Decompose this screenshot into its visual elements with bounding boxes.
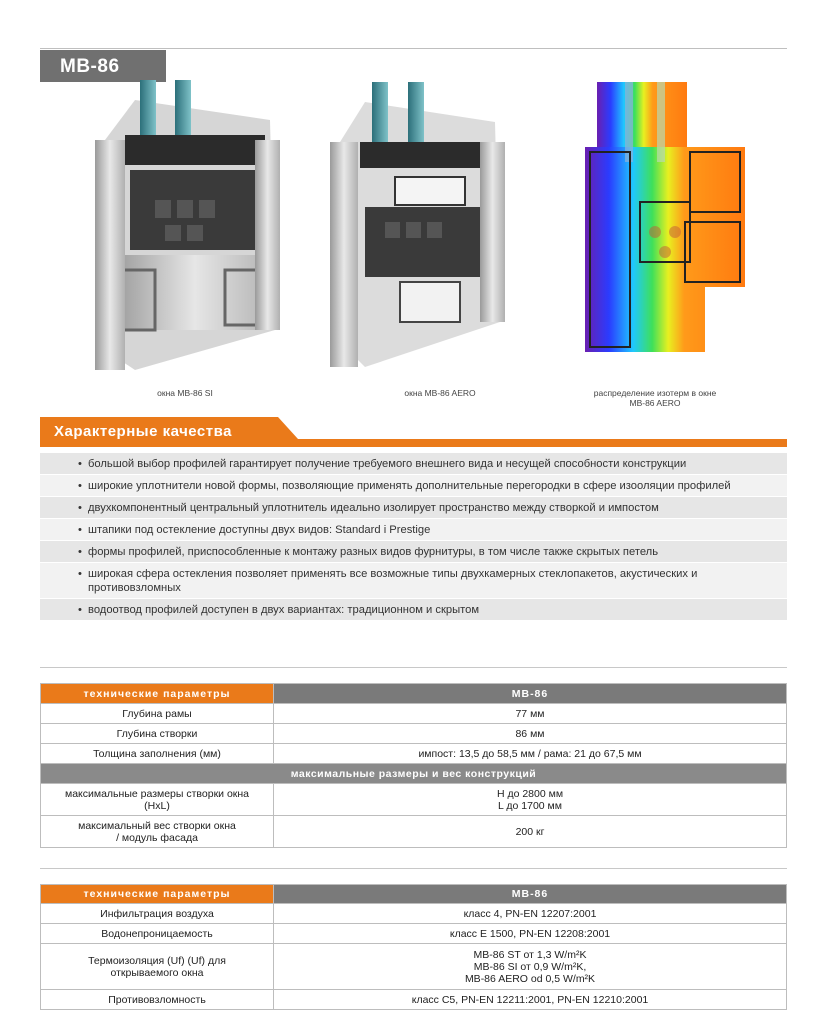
divider — [40, 667, 787, 668]
table-header-param: технические параметры — [41, 885, 274, 904]
list-item: • большой выбор профилей гарантирует получение требуемого внешнего вида и несущей способности конструкции — [40, 453, 787, 474]
list-item: • штапики под остекление доступны двух видов: Standard i Prestige — [40, 518, 787, 540]
features-list — [40, 453, 787, 620]
table-header-model: MB-86 — [274, 885, 787, 904]
table-row: Термоизоляция (Uf) (Uf) для открываемого окна MB-86 ST от 1,3 W/m²K MB-86 SI от 0,9 W/m²K, MB-86 AERO od 0,5 W/m²K — [41, 944, 787, 990]
caption-si: окна MB-86 SI — [157, 388, 213, 398]
divider — [40, 868, 787, 869]
features-heading: Характерные качества — [40, 417, 278, 447]
features-header — [40, 417, 787, 447]
caption-isotherm: распределение изотерм в окне MB-86 AERO — [593, 388, 717, 408]
table-header-model: MB-86 — [274, 684, 787, 704]
table-row: Толщина заполнения (мм) импост: 13,5 до 58,5 мм / рама: 21 до 67,5 мм — [41, 744, 787, 764]
table-header-param: технические параметры — [41, 684, 274, 704]
table-row: Инфильтрация воздуха класс 4, PN-EN 12207:2001 — [41, 904, 787, 924]
spec-table-performance — [40, 884, 787, 1010]
table-row: Глубина рамы 77 мм — [41, 704, 787, 724]
profile-si-image — [95, 80, 285, 380]
table-row: максимальный вес створки окна / модуль фасада 200 кг — [41, 816, 787, 848]
caption-aero: окна MB-86 AERO — [404, 388, 476, 398]
spec-table-dimensions — [40, 683, 787, 848]
list-item: • широкая сфера остекления позволяет применять все возможные типы двухкамерных стеклопакетов, акустических и противовзломных — [40, 562, 787, 598]
table-row: Глубина створки 86 мм — [41, 724, 787, 744]
table-row: Противовзломность класс C5, PN-EN 12211:2001, PN-EN 12210:2001 — [41, 990, 787, 1010]
table-subheader: максимальные размеры и вес конструкций — [41, 764, 787, 784]
top-rule — [40, 48, 787, 49]
profile-aero-image — [330, 82, 510, 372]
page-title: MB-86 — [40, 50, 166, 82]
list-item: • широкие уплотнители новой формы, позволяющие применять дополнительные перегородки в сфере изооляции профилей — [40, 474, 787, 496]
table-row: Водонепроницаемость класс E 1500, PN-EN 12208:2001 — [41, 924, 787, 944]
list-item: • водоотвод профилей доступен в двух вариантах: традиционном и скрытом — [40, 598, 787, 620]
table-row: максимальные размеры створки окна (HxL) H до 2800 мм L до 1700 мм — [41, 784, 787, 816]
isotherm-image — [585, 82, 745, 352]
list-item: • двухкомпонентный центральный уплотнитель идеально изолирует пространство между створкой и импостом — [40, 496, 787, 518]
list-item: • формы профилей, приспособленные к монтажу разных видов фурнитуры, в том числе также скрытых петель — [40, 540, 787, 562]
